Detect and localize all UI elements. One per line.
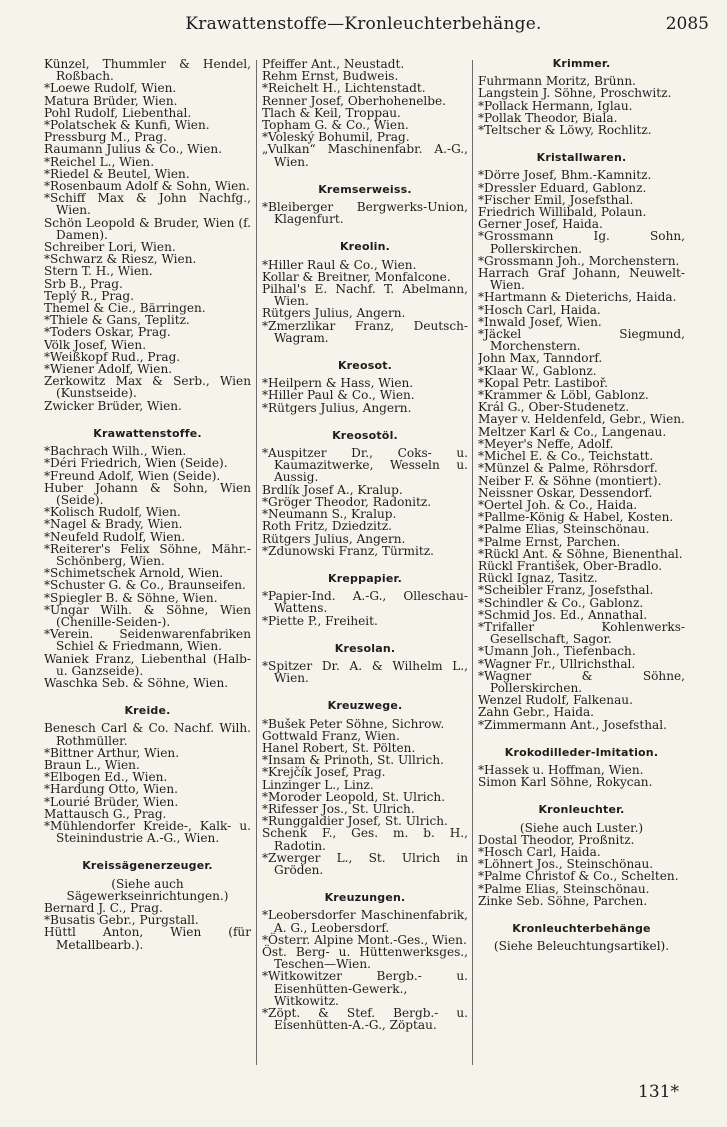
directory-entry: *Freund Adolf, Wien (Seide). — [44, 468, 221, 483]
directory-entry: *Hosch Carl, Haida. — [478, 302, 601, 317]
directory-entry: Topham G. & Co., Wien. — [262, 118, 409, 133]
directory-entry: *Trifaller Kohlenwerks-Gesellschaft, Sagor. — [478, 619, 685, 647]
directory-entry: *Schindler & Co., Gablonz. — [478, 595, 644, 610]
column-divider — [472, 60, 473, 1065]
directory-entry: *Auspitzer Dr., Coks- u. Kaumazitwerke, Wesseln u. Aussig. — [262, 446, 468, 485]
directory-entry: *Verein. Seidenwarenfabriken Schiel & Friedmann, Wien. — [44, 627, 251, 654]
directory-entry: *Jäckel Siegmund, Morchenstern. — [478, 327, 685, 354]
directory-entry: *Schmid Jos. Ed., Annathal. — [478, 607, 648, 622]
directory-entry: Rückl František, Ober-Bradlo. — [478, 558, 663, 573]
directory-entry: *Hosch Carl, Haida. — [478, 844, 601, 859]
directory-entry: *Pollack Hermann, Iglau. — [478, 98, 633, 113]
directory-entry: *Leobersdorfer Maschinenfabrik, A. G., Leobersdorf. — [262, 908, 468, 935]
directory-entry: *Oertel Joh. & Co., Haida. — [478, 497, 638, 512]
column-1 — [44, 58, 251, 1068]
directory-entry: Harrach Graf Johann, Neuwelt-Wien. — [478, 266, 685, 293]
section-heading: Kremserweiss. — [318, 182, 412, 196]
directory-entry: Roth Fritz, Dziedzitz. — [262, 519, 392, 534]
directory-entry: *Ungar Wilh. & Söhne, Wien (Chenille-Seiden-). — [44, 602, 251, 629]
directory-entry: *Thiele & Gans, Teplitz. — [44, 313, 190, 328]
directory-entry: *Schwarz & Riesz, Wien. — [44, 252, 197, 267]
directory-entry: Neissner Oskar, Dessendorf. — [478, 485, 653, 500]
directory-entry: *Wiener Adolf, Wien. — [44, 362, 173, 377]
section-heading: Krokodilleder-Imitation. — [504, 745, 659, 759]
directory-entry: Pfeiffer Ant., Neustadt. — [262, 58, 405, 71]
directory-entry: *Neumann S., Kralup. — [262, 507, 397, 522]
directory-entry: *Klaar W., Gablonz. — [478, 363, 597, 378]
column-2 — [262, 58, 468, 1068]
directory-entry: *Inwald Josef, Wien. — [478, 314, 602, 329]
directory-entry: Schenk F., Ges. m. b. H., Radotin. — [262, 826, 468, 853]
directory-entry: Pilhal's E. Nachf. T. Abelmann, Wien. — [262, 282, 468, 309]
directory-entry: *Palme Elias, Steinschönau. — [478, 881, 650, 896]
directory-entry: Zerkowitz Max & Serb., Wien (Kunstseide). — [44, 374, 251, 401]
directory-entry: *Déri Friedrich, Wien (Seide). — [44, 456, 228, 471]
directory-entry: Braun L., Wien. — [44, 757, 140, 772]
directory-entry: Linzinger L., Linz. — [262, 777, 374, 792]
directory-entry: Gerner Josef, Haida. — [478, 217, 603, 232]
directory-entry: *Heilpern & Hass, Wien. — [262, 376, 414, 391]
directory-entry: *Spiegler B. & Söhne, Wien. — [44, 590, 218, 605]
directory-entry: Matura Brüder, Wien. — [44, 93, 178, 108]
directory-entry: *Rifesser Jos., St. Ulrich. — [262, 801, 415, 816]
section-note: (Siehe Beleuchtungsartikel). — [493, 939, 670, 954]
directory-entry: *Piette P., Freiheit. — [262, 613, 378, 628]
directory-entry: *Hartmann & Dieterichs, Haida. — [478, 290, 677, 305]
directory-entry: *Schiff Max & John Nachfg., Wien. — [44, 191, 251, 218]
section-heading: Kreolin. — [339, 240, 391, 254]
directory-entry: *Zwerger L., St. Ulrich in Gröden. — [262, 850, 468, 877]
directory-entry: *Bušek Peter Söhne, Sichrow. — [262, 716, 445, 731]
directory-entry: *Hiller Paul & Co., Wien. — [262, 388, 415, 403]
directory-entry: *Palme Christof & Co., Schelten. — [478, 869, 679, 884]
directory-entry: *Mühlendorfer Kreide-, Kalk- u. Steinindustrie A.-G., Wien. — [44, 818, 251, 846]
directory-entry: *Grossmann Joh., Morchenstern. — [478, 253, 680, 268]
section-heading: Kreuzwege. — [327, 699, 403, 713]
directory-entry: *Kopal Petr. Lastiboř. — [478, 375, 608, 390]
section-note: (Siehe auch Luster.) — [519, 820, 644, 835]
section-heading: Kresolan. — [334, 641, 396, 655]
directory-entry: *Münzel & Palme, Röhrsdorf. — [478, 461, 658, 476]
directory-entry: *Meyer's Neffe, Adolf. — [478, 436, 614, 451]
directory-entry: Tlach & Keil, Troppau. — [262, 105, 401, 120]
directory-entry: *Wagner & Söhne, Pollerskirchen. — [478, 668, 685, 695]
directory-entry: *Reichel L., Wien. — [44, 154, 155, 169]
directory-entry: Stern T. H., Wien. — [44, 264, 153, 279]
directory-entry: John Max, Tanndorf. — [478, 351, 603, 366]
directory-entry: Neiber F. & Söhne (montiert). — [478, 473, 662, 488]
directory-entry: Brdlík Josef A., Kralup. — [262, 482, 403, 497]
directory-entry: Öst. Berg- u. Hüttenwerksges., Teschen—Wien. — [262, 944, 468, 972]
directory-entry: *Loewe Rudolf, Wien. — [44, 81, 177, 96]
directory-entry: *Krammer & Löbl, Gablonz. — [478, 388, 649, 403]
directory-entry: *Elbogen Ed., Wien. — [44, 770, 168, 785]
directory-entry: Schreiber Lori, Wien. — [44, 240, 176, 255]
directory-entry: *Zimmermann Ant., Josefsthal. — [478, 717, 667, 732]
directory-entry: Rütgers Julius, Angern. — [262, 531, 406, 546]
directory-entry: Pressburg M., Prag. — [44, 130, 168, 145]
directory-entry: Waniek Franz, Liebenthal (Halb- u. Ganzseide). — [44, 651, 251, 678]
directory-entry: *Zmerzlikar Franz, Deutsch-Wagram. — [262, 318, 468, 345]
directory-entry: Rehm Ernst, Budweis. — [262, 69, 399, 84]
directory-entry: *Palme Elias, Steinschönau. — [478, 522, 650, 537]
directory-entry: Renner Josef, Oberhohenelbe. — [262, 93, 447, 108]
directory-entry: *Rütgers Julius, Angern. — [262, 400, 412, 415]
directory-entry: „Vulkan“ Maschinenfabr. A.-G., Wien. — [262, 142, 468, 169]
directory-entry: Kollar & Breitner, Monfalcone. — [262, 269, 451, 284]
directory-entry: *Gröger Theodor, Radonitz. — [262, 494, 432, 509]
page-header — [0, 14, 727, 40]
directory-entry: Fuhrmann Moritz, Brünn. — [478, 74, 636, 89]
directory-entry: Benesch Carl & Co. Nachf. Wilh. Rothmüller. — [44, 721, 251, 748]
directory-entry: *Krejčík Josef, Prag. — [262, 765, 386, 780]
directory-entry: *Wagner Fr., Ullrichsthal. — [478, 656, 636, 671]
directory-entry: Teplý R., Prag. — [44, 288, 134, 303]
directory-entry: *Österr. Alpine Mont.-Ges., Wien. — [262, 932, 467, 947]
section-heading: Kreosotöl. — [332, 428, 398, 442]
directory-entry: *Nagel & Brady, Wien. — [44, 517, 183, 532]
directory-entry: *Rückl Ant. & Söhne, Bienenthal. — [478, 546, 683, 561]
directory-entry: Pohl Rudolf, Liebenthal. — [44, 105, 192, 120]
directory-entry: *Teltscher & Löwy, Rochlitz. — [478, 123, 652, 138]
directory-entry: *Insam & Prinoth, St. Ullrich. — [262, 753, 444, 768]
section-heading: Kronleuchter. — [538, 803, 625, 817]
directory-entry: *Hardung Otto, Wien. — [44, 782, 178, 797]
directory-entry: Gottwald Franz, Wien. — [262, 728, 400, 743]
directory-entry: *Bleiberger Bergwerks-Union, Klagenfurt. — [262, 200, 468, 227]
directory-entry: *Rosenbaum Adolf & Sohn, Wien. — [44, 179, 250, 194]
section-note: (Siehe auch Sägewerkseinrichtungen.) — [66, 876, 229, 903]
directory-entry: *Scheibler Franz, Josefsthal. — [478, 583, 654, 598]
directory-entry: Raumann Julius & Co., Wien. — [44, 142, 223, 157]
directory-entry: Waschka Seb. & Söhne, Wien. — [44, 675, 229, 690]
directory-entry: Bernard J. C., Prag. — [44, 901, 163, 915]
directory-entry: *Bachrach Wilh., Wien. — [44, 444, 187, 459]
directory-entry: *Busatis Gebr., Purgstall. — [44, 913, 199, 928]
directory-entry: *Fischer Emil, Josefsthal. — [478, 192, 634, 207]
directory-entry: *Zdunowski Franz, Türmitz. — [262, 543, 434, 558]
directory-entry: Mattausch G., Prag. — [44, 806, 167, 821]
directory-entry: *Grossmann Ig. Sohn, Pollerskirchen. — [478, 229, 685, 256]
directory-entry: *Spitzer Dr. A. & Wilhelm L., Wien. — [262, 658, 468, 686]
directory-entry: *Dressler Eduard, Gablonz. — [478, 180, 647, 195]
section-heading: Kreissägenerzeuger. — [82, 859, 213, 873]
directory-entry: *Schimetschek Arnold, Wien. — [44, 566, 224, 581]
directory-entry: Wenzel Rudolf, Falkenau. — [478, 693, 633, 708]
directory-entry: *Voleský Bohumil, Prag. — [262, 130, 410, 145]
section-heading: Kronleuchterbehänge — [512, 922, 651, 935]
directory-entry: Zwicker Brüder, Wien. — [44, 398, 182, 413]
directory-entry: Simon Karl Söhne, Rokycan. — [478, 775, 653, 790]
directory-entry: *Papier-Ind. A.-G., Olleschau-Wattens. — [262, 589, 468, 616]
directory-entry: Schön Leopold & Bruder, Wien (f. Damen). — [44, 215, 251, 242]
directory-entry: *Riedel & Beutel, Wien. — [44, 166, 190, 181]
directory-entry: *Pollak Theodor, Biala. — [478, 110, 618, 125]
section-heading: Kristallwaren. — [536, 151, 627, 165]
directory-entry: Zahn Gebr., Haida. — [478, 705, 595, 720]
directory-entry: *Lourié Brüder, Wien. — [44, 794, 179, 809]
directory-entry: *Neufeld Rudolf, Wien. — [44, 529, 186, 544]
directory-entry: *Kolisch Rudolf, Wien. — [44, 505, 181, 520]
directory-entry: *Schuster G. & Co., Braunseifen. — [44, 578, 246, 593]
directory-entry: Künzel, Thummler & Hendel, Roßbach. — [44, 58, 251, 84]
directory-entry: *Dörre Josef, Bhm.-Kamnitz. — [478, 168, 652, 183]
directory-entry: Rütgers Julius, Angern. — [262, 306, 406, 321]
page-number: 2085 — [665, 14, 709, 34]
directory-entry: Huber Johann & Sohn, Wien (Seide). — [44, 480, 251, 507]
section-heading: Kreosot. — [337, 359, 393, 373]
page-title: Krawattenstoffe—Kronleuchterbehänge. — [185, 14, 542, 34]
directory-entry: *Toders Oskar, Prag. — [44, 325, 171, 340]
directory-entry: Meltzer Karl & Co., Langenau. — [478, 424, 667, 439]
directory-entry: *Runggaldier Josef, St. Ulrich. — [262, 814, 448, 829]
directory-entry: *Reichelt H., Lichtenstadt. — [262, 81, 426, 96]
directory-entry: Mayer v. Heldenfeld, Gebr., Wien. — [478, 412, 685, 427]
directory-entry: *Umann Joh., Tiefenbach. — [478, 644, 636, 659]
directory-entry: *Hassek u. Hoffman, Wien. — [478, 762, 644, 777]
directory-entry: *Michel E. & Co., Teichstatt. — [478, 449, 654, 464]
directory-entry: *Polatschek & Kunfi, Wien. — [44, 118, 210, 133]
directory-entry: *Bittner Arthur, Wien. — [44, 745, 180, 760]
directory-entry: *Reiterer's Felix Söhne, Mähr.-Schönberg, Wien. — [44, 541, 251, 568]
directory-entry: *Weißkopf Rud., Prag. — [44, 349, 181, 364]
directory-entry: Hanel Robert, St. Pölten. — [262, 740, 416, 755]
directory-entry: *Löhnert Jos., Steinschönau. — [478, 857, 654, 872]
directory-entry: Srb B., Prag. — [44, 276, 123, 291]
page-marker: 131* — [638, 1082, 679, 1102]
directory-entry: Langstein J. Söhne, Proschwitz. — [478, 86, 672, 101]
directory-entry: *Pallme-König & Habel, Kosten. — [478, 510, 674, 525]
section-heading: Krawattenstoffe. — [93, 426, 202, 440]
directory-entry: *Moroder Leopold, St. Ulrich. — [262, 789, 446, 804]
directory-entry: Král G., Ober-Studenetz. — [478, 400, 630, 415]
directory-entry: Themel & Cie., Bärringen. — [44, 301, 206, 316]
column-divider — [256, 60, 257, 1065]
column-3 — [478, 58, 685, 1068]
directory-entry: Friedrich Willibald, Polaun. — [478, 205, 647, 220]
directory-entry: *Hiller Raul & Co., Wien. — [262, 257, 417, 272]
directory-entry: Zinke Seb. Söhne, Parchen. — [478, 893, 648, 908]
section-heading: Kreppapier. — [328, 571, 402, 585]
section-heading: Kreide. — [124, 704, 171, 718]
directory-entry: Völk Josef, Wien. — [44, 337, 147, 352]
directory-entry: *Zöpt. & Stef. Bergb.- u. Eisenhütten-A.-G., Zöptau. — [262, 1006, 468, 1033]
directory-entry: *Palme Ernst, Parchen. — [478, 534, 621, 549]
directory-entry: Hüttl Anton, Wien (für Metallbearb.). — [44, 925, 251, 952]
directory-entry: Dostal Theodor, Proßnitz. — [478, 832, 635, 847]
section-heading: Krimmer. — [552, 58, 611, 70]
directory-entry: *Witkowitzer Bergb.- u. Eisenhütten-Gewerk., Witkowitz. — [262, 969, 468, 1008]
section-heading: Kreuzungen. — [324, 891, 406, 905]
directory-entry: Rückl Ignaz, Tasitz. — [478, 571, 598, 586]
